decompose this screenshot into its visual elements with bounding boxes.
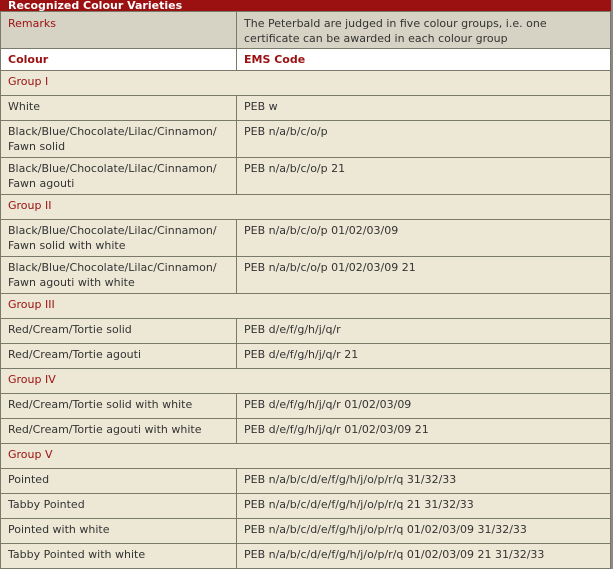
group-label: Group I	[1, 71, 611, 96]
colour-cell: Pointed with white	[1, 519, 237, 544]
table-row	[1, 494, 611, 519]
colour-table	[0, 11, 611, 569]
ems-code-cell: PEB d/e/f/g/h/j/q/r 01/02/03/09	[237, 394, 611, 419]
table-row	[1, 319, 611, 344]
colour-cell: Black/Blue/Chocolate/Lilac/Cinnamon/ Fawn agouti	[1, 158, 237, 195]
table-row	[1, 419, 611, 444]
ems-code-cell: PEB n/a/b/c/o/p 01/02/03/09 21	[237, 257, 611, 294]
colour-cell: Red/Cream/Tortie agouti with white	[1, 419, 237, 444]
table-row	[1, 544, 611, 569]
ems-code-column-header: EMS Code	[237, 49, 611, 71]
table-row	[1, 158, 611, 195]
ems-code-cell: PEB n/a/b/c/o/p 01/02/03/09	[237, 220, 611, 257]
ems-code-cell: PEB n/a/b/c/d/e/f/g/h/j/o/p/r/q 31/32/33	[237, 469, 611, 494]
colour-cell: Black/Blue/Chocolate/Lilac/Cinnamon/ Fawn solid with white	[1, 220, 237, 257]
group-label: Group IV	[1, 369, 611, 394]
group-label: Group V	[1, 444, 611, 469]
remarks-row	[1, 12, 611, 49]
colour-cell: Red/Cream/Tortie agouti	[1, 344, 237, 369]
ems-code-cell: PEB n/a/b/c/d/e/f/g/h/j/o/p/r/q 01/02/03/09 31/32/33	[237, 519, 611, 544]
colour-cell: Red/Cream/Tortie solid	[1, 319, 237, 344]
table-row	[1, 394, 611, 419]
group-row	[1, 369, 611, 394]
colour-cell: Pointed	[1, 469, 237, 494]
group-row	[1, 195, 611, 220]
group-label: Group II	[1, 195, 611, 220]
table-row	[1, 344, 611, 369]
table-header-row	[1, 49, 611, 71]
colour-cell: Black/Blue/Chocolate/Lilac/Cinnamon/ Fawn solid	[1, 121, 237, 158]
table-row	[1, 257, 611, 294]
colour-cell: Red/Cream/Tortie solid with white	[1, 394, 237, 419]
colour-cell: White	[1, 96, 237, 121]
table-row	[1, 519, 611, 544]
ems-code-cell: PEB n/a/b/c/o/p	[237, 121, 611, 158]
ems-code-cell: PEB n/a/b/c/d/e/f/g/h/j/o/p/r/q 21 31/32/33	[237, 494, 611, 519]
remarks-label: Remarks	[1, 12, 237, 49]
ems-code-cell: PEB d/e/f/g/h/j/q/r 01/02/03/09 21	[237, 419, 611, 444]
group-label: Group III	[1, 294, 611, 319]
ems-code-cell: PEB d/e/f/g/h/j/q/r	[237, 319, 611, 344]
ems-code-cell: PEB w	[237, 96, 611, 121]
table-row	[1, 96, 611, 121]
colour-cell: Tabby Pointed with white	[1, 544, 237, 569]
table-row	[1, 121, 611, 158]
colour-column-header: Colour	[1, 49, 237, 71]
ems-code-cell: PEB d/e/f/g/h/j/q/r 21	[237, 344, 611, 369]
table-row	[1, 220, 611, 257]
panel-title: Recognized Colour Varieties	[0, 0, 611, 11]
ems-code-cell: PEB n/a/b/c/o/p 21	[237, 158, 611, 195]
ems-code-cell: PEB n/a/b/c/d/e/f/g/h/j/o/p/r/q 01/02/03/09 21 31/32/33	[237, 544, 611, 569]
table-row	[1, 469, 611, 494]
colour-cell: Tabby Pointed	[1, 494, 237, 519]
group-row	[1, 444, 611, 469]
group-row	[1, 294, 611, 319]
remarks-text: The Peterbald are judged in five colour groups, i.e. one certificate can be awarded in each colour group	[237, 12, 611, 49]
colour-cell: Black/Blue/Chocolate/Lilac/Cinnamon/ Fawn agouti with white	[1, 257, 237, 294]
group-row	[1, 71, 611, 96]
